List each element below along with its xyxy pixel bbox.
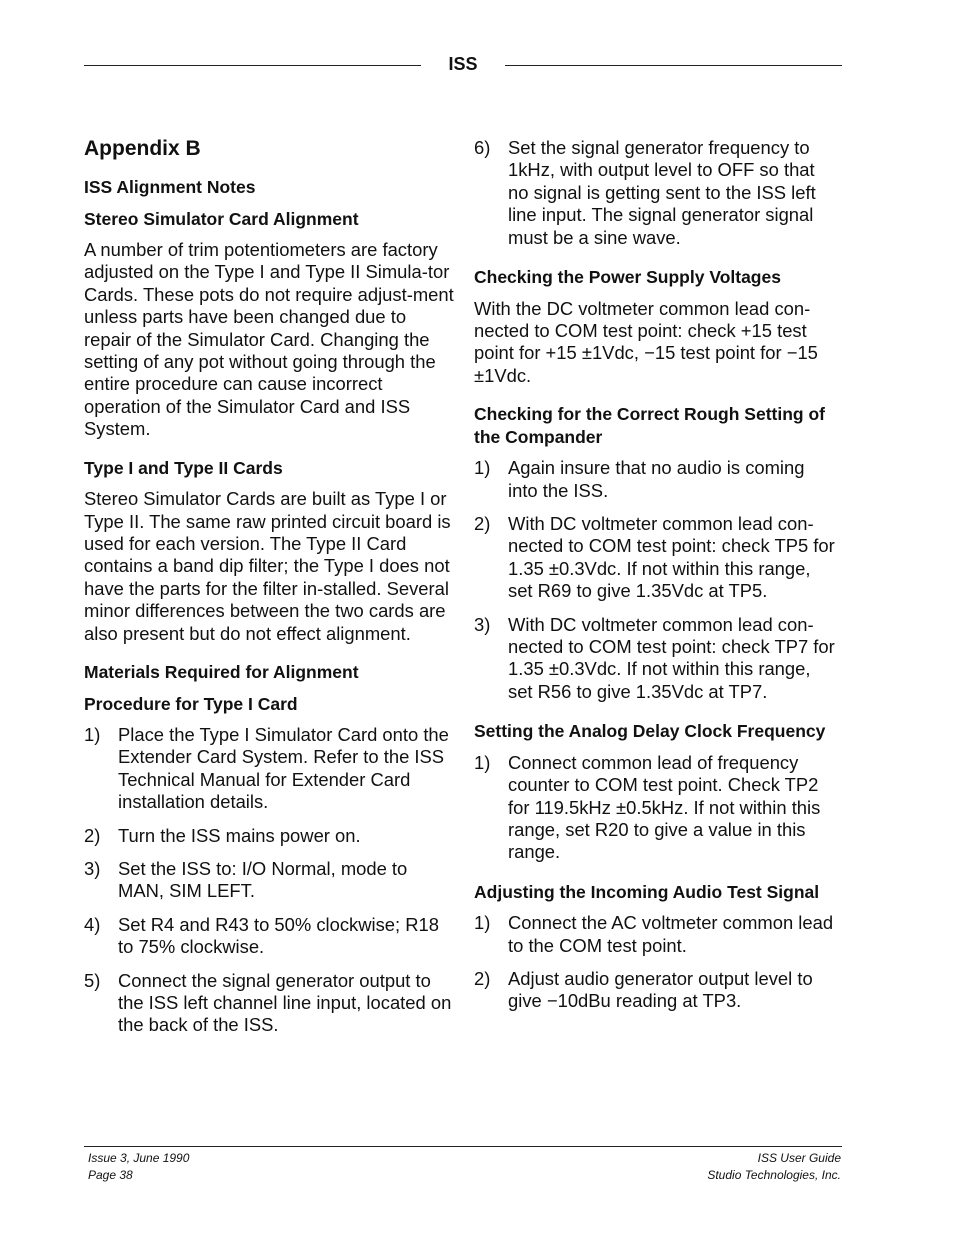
step-number: 1) xyxy=(474,751,491,773)
section-heading-audio-signal: Adjusting the Incoming Audio Test Signal xyxy=(474,881,820,902)
step-text: Set R4 and R43 to 50% clockwise; R18 to 75% clockwise. xyxy=(118,913,439,958)
step-text: Connect the signal generator output to the ISS left channel line input, located on the back of the ISS. xyxy=(118,969,452,1036)
paragraph-card-types: Stereo Simulator Cards are built as Type I or Type II. The same raw printed circuit board is used for each version. The Type II Card contains a band dip filter; the Type I does not have the parts for the filter in-stalled. Several minor differences between the two cards are also present but do not effect alignment. xyxy=(84,488,451,644)
footer-rule xyxy=(84,1146,842,1147)
list-item xyxy=(474,457,839,502)
step-number: 1) xyxy=(474,457,491,479)
footer-guide-title: ISS User Guide xyxy=(757,1151,841,1165)
step-text: Set the ISS to: I/O Normal, mode to MAN, SIM LEFT. xyxy=(118,858,408,902)
section-heading-power-supply: Checking the Power Supply Voltages xyxy=(474,267,781,288)
step-number: 1) xyxy=(84,724,101,745)
step-number: 3) xyxy=(474,613,491,635)
step-text: Connect the AC voltmeter common lead to the COM test point. xyxy=(508,912,834,956)
procedure-steps-list xyxy=(84,724,456,1037)
step-text: Adjust audio generator output level to give −10dBu reading at TP3. xyxy=(508,968,813,1012)
step-number: 1) xyxy=(474,912,491,934)
step-number: 2) xyxy=(474,512,491,534)
paragraph-stereo-simulator: A number of trim potentiometers are factory adjusted on the Type I and Type II Simula-tor Cards. These pots do not require adjust-ment unless parts have been changed due to repair of the Simulator Card. Changing the setting of any pot without going through the entire procedure can cause incorrect operation of the Simulator Card and ISS System. xyxy=(84,239,454,440)
list-item xyxy=(474,614,839,704)
section-heading-card-types: Type I and Type II Cards xyxy=(84,457,283,478)
step-number: 2) xyxy=(84,824,101,846)
list-item xyxy=(84,970,456,1037)
step-text: Set the signal generator frequency to 1kHz, with output level to OFF so that no signal is getting sent to the ISS left line input. The signal generator signal must be a sine wave. xyxy=(508,137,816,248)
list-item xyxy=(84,724,456,814)
step-number: 4) xyxy=(84,913,101,935)
step-number: 3) xyxy=(84,858,101,880)
delay-steps-list xyxy=(474,752,839,864)
list-item xyxy=(84,858,456,903)
footer-issue: Issue 3, June 1990 xyxy=(88,1151,190,1165)
paragraph-power-supply: With the DC voltmeter common lead con-nected to COM test point: check +15 test point for +15 ±1Vdc, −15 test point for −15 ±1Vdc. xyxy=(474,297,818,386)
list-item xyxy=(474,968,839,1013)
step-text: With DC voltmeter common lead con-nected to COM test point: check TP7 for 1.35 ±0.3Vdc. If not within this range, set R56 to give 1.35Vdc at TP7. xyxy=(508,613,835,702)
header-rule-left xyxy=(84,65,421,66)
step-text: Place the Type I Simulator Card onto the Extender Card System. Refer to the ISS Technical Manual for Extender Card installation details. xyxy=(118,724,449,813)
step-text: Turn the ISS mains power on. xyxy=(118,824,361,846)
step-text: Connect common lead of frequency counter to COM test point. Check TP2 for 119.5kHz ±0.5kHz. If not within this range, set R20 to give a value in this range. xyxy=(508,751,821,863)
step-text: With DC voltmeter common lead con-nected to COM test point: check TP5 for 1.35 ±0.3Vdc. If not within this range, set R69 to give 1.35Vdc at TP5. xyxy=(508,512,835,602)
list-item xyxy=(474,912,839,957)
footer-right xyxy=(707,1150,841,1183)
right-column xyxy=(474,137,839,1024)
list-item xyxy=(474,752,839,864)
section-heading-compander: Checking for the Correct Rough Setting of the Compander xyxy=(474,404,825,447)
section-heading-stereo-simulator: Stereo Simulator Card Alignment xyxy=(84,208,359,229)
left-column xyxy=(84,136,456,1048)
audio-steps-list xyxy=(474,912,839,1013)
header-rule-right xyxy=(505,65,842,66)
step-text: Again insure that no audio is coming into the ISS. xyxy=(508,457,805,501)
step-number: 5) xyxy=(84,969,101,991)
footer-page-number: Page 38 xyxy=(88,1167,133,1182)
list-item xyxy=(84,825,456,847)
procedure-steps-continued xyxy=(474,137,839,249)
section-heading-delay-clock: Setting the Analog Delay Clock Frequency xyxy=(474,721,826,742)
step-number: 6) xyxy=(474,137,491,158)
step-number: 2) xyxy=(474,968,491,990)
footer-left xyxy=(88,1150,189,1183)
list-item xyxy=(84,914,456,959)
section-heading-procedure: Procedure for Type I Card xyxy=(84,693,298,714)
list-item xyxy=(474,513,839,603)
section-heading-materials: Materials Required for Alignment xyxy=(84,662,359,682)
compander-steps-list xyxy=(474,457,839,703)
running-header-title: ISS xyxy=(448,54,478,74)
appendix-title: Appendix B xyxy=(84,137,201,160)
footer-company: Studio Technologies, Inc. xyxy=(707,1167,841,1182)
list-item xyxy=(474,137,839,249)
section-heading-alignment-notes: ISS Alignment Notes xyxy=(84,177,256,197)
